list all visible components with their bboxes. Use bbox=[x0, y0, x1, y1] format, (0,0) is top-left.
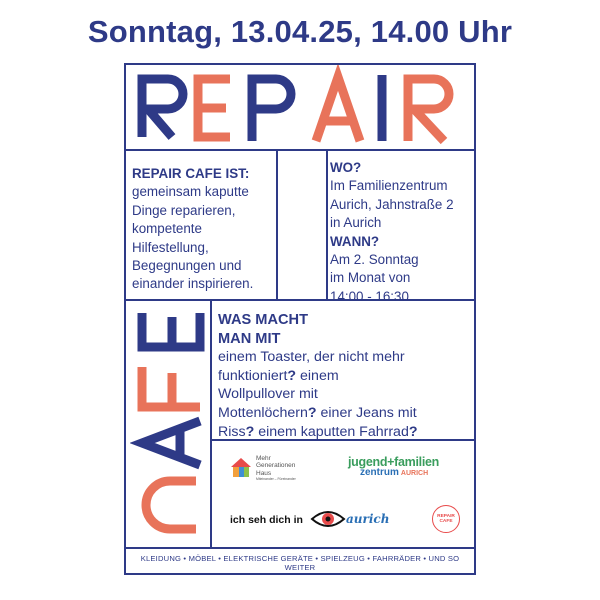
what-line: Begegnungen und bbox=[132, 258, 242, 274]
howto-line: einem Toaster, der nicht mehr bbox=[218, 349, 405, 366]
letter-f bbox=[142, 367, 200, 407]
date-headline: Sonntag, 13.04.25, 14.00 Uhr bbox=[87, 14, 513, 49]
letter-r1 bbox=[142, 79, 183, 137]
mehrgenerationenhaus-logo: Mehr Generationen Haus Miteinander – Füreinander bbox=[230, 453, 330, 487]
where-when-section bbox=[330, 159, 480, 306]
cafe-vertical-logo bbox=[130, 303, 210, 543]
letter-a-cafe bbox=[142, 421, 200, 465]
what-to-bring-section bbox=[218, 311, 470, 441]
what-is-section bbox=[132, 165, 282, 294]
what-line: gemeinsam kaputte bbox=[132, 184, 249, 200]
where-line: Aurich, Jahnstraße 2 bbox=[330, 196, 454, 212]
what-line: Hilfestellung, bbox=[132, 239, 209, 255]
letter-p bbox=[252, 79, 291, 141]
house-icon bbox=[230, 457, 252, 479]
howto-line: Wollpullover mit bbox=[218, 386, 318, 403]
eye-icon bbox=[310, 507, 346, 531]
divider-under-title bbox=[126, 149, 474, 151]
letter-a bbox=[316, 77, 360, 141]
where-line: Im Familienzentrum bbox=[330, 178, 448, 194]
where-heading: WO? bbox=[330, 160, 362, 175]
repair-cafe-poster bbox=[124, 63, 476, 575]
when-heading: WANN? bbox=[330, 233, 380, 249]
jugend-familienzentrum-logo: jugend+familien zentrum AURICH bbox=[348, 455, 440, 478]
when-line: Am 2. Sonntag bbox=[330, 252, 419, 268]
divider-v-right bbox=[326, 149, 328, 299]
when-line: 14:00 - 16:30 bbox=[330, 288, 409, 304]
divider-footer bbox=[126, 547, 474, 549]
ich-seh-dich-in-aurich-logo: ich seh dich in aurich bbox=[230, 505, 410, 535]
howto-line: funktioniert? einem bbox=[218, 367, 339, 384]
repair-title-logo bbox=[126, 65, 474, 149]
what-line: Dinge reparieren, bbox=[132, 202, 236, 218]
letter-e-cafe bbox=[142, 313, 200, 347]
what-line: kompetente bbox=[132, 221, 202, 237]
howto-heading-1: WAS MACHT bbox=[218, 312, 308, 328]
letter-r2 bbox=[408, 79, 449, 141]
howto-line: Riss? einem kaputten Fahrrad? bbox=[218, 423, 418, 440]
howto-heading-2: MAN MIT bbox=[218, 330, 281, 347]
letter-c bbox=[146, 481, 196, 529]
repair-cafe-badge: REPAIR CAFE bbox=[432, 505, 460, 533]
what-line: einander inspirieren. bbox=[132, 276, 254, 292]
letter-e bbox=[198, 79, 230, 137]
when-line: im Monat von bbox=[330, 270, 411, 286]
what-heading: REPAIR CAFE IST: bbox=[132, 166, 250, 181]
footer-categories: KLEIDUNG • MÖBEL • ELEKTRISCHE GERÄTE • SPIELZEUG • FAHRRÄDER • UND SO WEITER bbox=[140, 554, 460, 572]
divider-v-cafe bbox=[210, 299, 212, 547]
where-line: in Aurich bbox=[330, 215, 382, 231]
howto-line: Mottenlöchern? einer Jeans mit bbox=[218, 404, 417, 421]
